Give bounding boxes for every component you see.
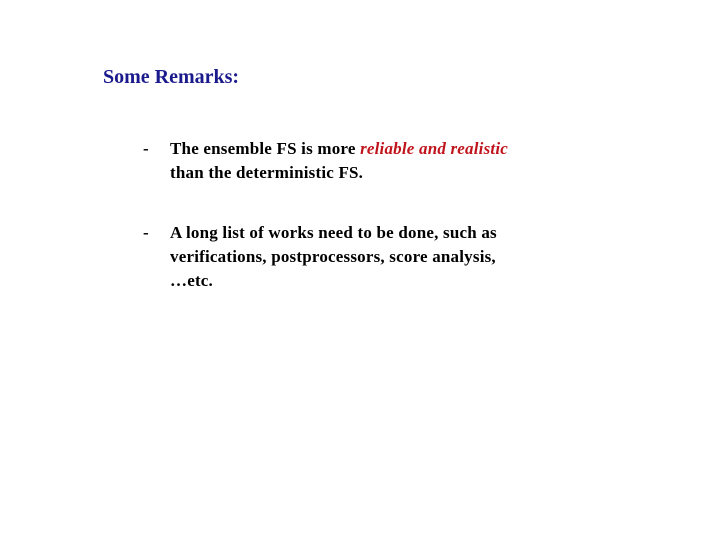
emphasis-text: reliable and realistic — [360, 139, 509, 158]
bullet-text-line: than the deterministic FS. — [170, 163, 364, 182]
bullet-marker: - — [143, 223, 149, 242]
bullet-item — [143, 137, 583, 185]
bullet-text — [170, 221, 583, 293]
bullet-text-line: …etc. — [170, 271, 214, 290]
bullet-text-line: A long list of works need to be done, such as — [170, 223, 497, 242]
bullet-text-part: The ensemble FS is more — [170, 139, 361, 158]
bullet-marker: - — [143, 139, 149, 158]
slide-title: Some Remarks: — [103, 66, 240, 88]
bullet-item — [143, 221, 583, 293]
bullet-text-line: verifications, postprocessors, score analysis, — [170, 247, 496, 266]
bullet-text — [170, 137, 583, 185]
